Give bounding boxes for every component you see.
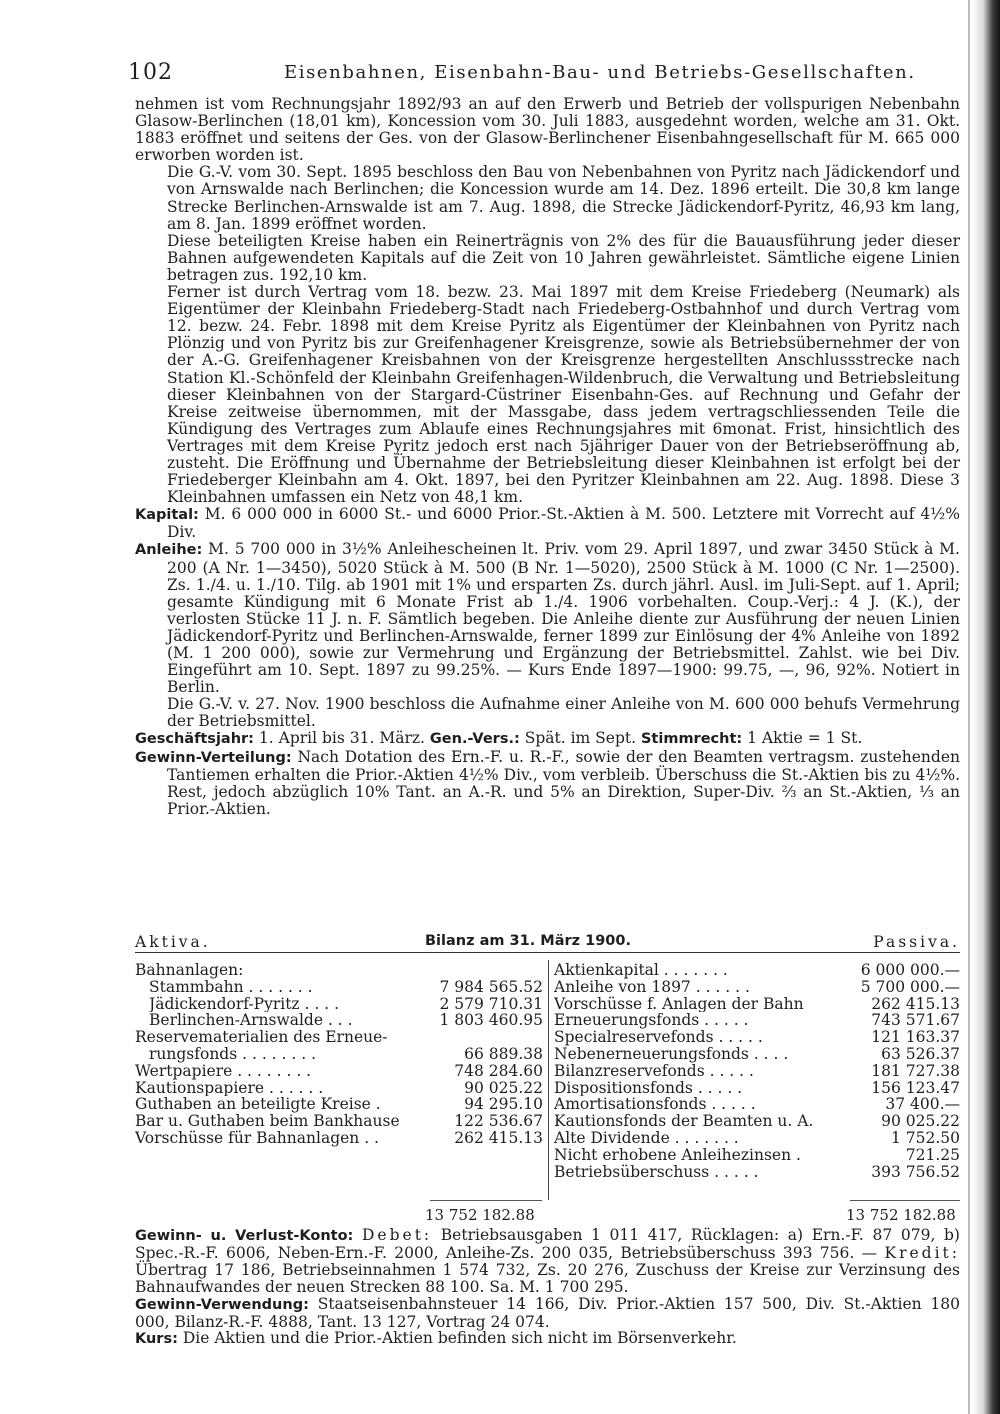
passiva-amount: 63 526.37: [881, 1044, 960, 1063]
anleihe-text: M. 5 700 000 in 3½% Anleihescheinen lt. Priv. vom 29. April 1897, und zwar 3450 Stück à M. 200 (A Nr. 1—3450), 5020 Stück à M. 500 (B Nr. 1—5020), 2500 Stück à M. 1000 (C Nr. 1—2500). Zs. 1./4. u. 1./10. Tilg. ab 1901 mit 1% und ersparten Zs. durch jährl. Ausl. im Juli-Sept. auf 1. April; gesamte Kündigung mit 6 Monate Frist ab 1./4. 1906 vorbehalten. Coup.-Verj.: 4 J. (K.), der verlosten Stücke 11 J. n. F. Sämtlich begeben. Die Anleihe diente zur Ausführung der neuen Linien Jädickendorf-Pyritz und Berlinchen-Arnswalde, ferner 1899 zur Einlösung der 4% Anleihe von 1892 (M. 1 200 000), sowie zur Vermehrung und Ergänzung der Betriebsmittel. Zahlst. wie bei Div. Eingeführt am 10. Sept. 1897 zu 99.25%. — Kurs Ende 1897—1900: 99.75, —, 96, 92%. Notiert in Berlin.: [167, 540, 960, 697]
table-row: [554, 1113, 960, 1130]
guv-label: Gewinn- u. Verlust-Konto:: [135, 1228, 354, 1244]
aktiva-amount: 66 889.38: [464, 1044, 543, 1063]
kurs-label: Kurs:: [135, 1331, 178, 1348]
kapital-text: M. 6 000 000 in 6000 St.- und 6000 Prior.-St.-Aktien à M. 500. Letztere mit Vorrecht auf 4½% Div.: [167, 505, 960, 542]
passiva-label: Dispositionsfonds . . . . .: [554, 1079, 743, 1097]
passiva-label: Betriebsüberschuss . . . . .: [554, 1163, 759, 1181]
kurs-entry: [135, 1330, 960, 1348]
table-row: [135, 1029, 543, 1046]
guv-text-b: Übertrag 17 186, Betriebseinnahmen 1 574 732, Zs. 20 276, Zuschuss der Kreise zur Verzinsung des Bahnaufwandes der neuen Strecken 88 100. Sa. M. 1 700 295.: [135, 1260, 960, 1296]
aktiva-label: Guthaben an beteiligte Kreise .: [135, 1096, 381, 1114]
table-row: [135, 962, 543, 979]
closing-section: [135, 1227, 960, 1348]
aktiva-label: Vorschüsse für Bahnanlagen . .: [135, 1129, 379, 1147]
aktiva-label: Reservematerialien des Erneue-: [135, 1029, 388, 1046]
passiva-sum-rule: [850, 1200, 960, 1201]
aktiva-amount: 7 984 565.52: [439, 977, 543, 996]
passiva-amount: 393 756.52: [871, 1162, 960, 1181]
verw-label: Gewinn-Verwendung:: [135, 1296, 309, 1313]
table-row: [135, 1012, 543, 1029]
guv-kredit-word: Kredit:: [884, 1243, 960, 1262]
paragraph-4: Ferner ist durch Vertrag vom 18. bezw. 23. Mai 1897 mit dem Kreise Friedeberg (Neumark) als Eigentümer der Kleinbahn Friedeberg-Stadt nach Friedeberg-Ostbahnhof und durch Vertrag vom 12. bezw. 24. Febr. 1898 mit dem Kreise Pyritz als Eigentümer der Kleinbahnen von Pyritz nach Plönzig und von Pyritz bis zur Greifenhagener Kreisgrenze, sowie als Betriebsübernehmer der von der A.-G. Greifenhagener Kreisbahnen von der Kreisgrenze hergestellten Anschlussstrecke nach Station Kl.-Schönfeld der Kleinbahn Greifenhagen-Wildenbruch, die Verwaltung und Betriebsleitung dieser Kleinbahnen von der Stargard-Cüstriner Eisenbahn-Ges. auf Rechnung und Gefahr der Kreise zeitweise übernommen, mit der Massgabe, dass jedem vertragschliessenden Teile die Kündigung des Vertrages zum Ablaufe eines Rechnungsjahres mit 6monat. Frist, hinsichtlich des Vertrages mit dem Kreise Pyritz jedoch erst nach 5jähriger Dauer von der Betriebseröffnung ab, zusteht. Die Eröffnung und Übernahme der Betriebsleitung dieser Kleinbahnen ist erfolgt bei der Friedeberger Kleinbahn am 4. Okt. 1897, bei den Pyritzer Kleinbahnen am 22. Aug. 1898. Diese 3 Kleinbahnen umfassen ein Netz von 48,1 km.: [167, 283, 960, 507]
aktiva-amount: 90 025.22: [464, 1078, 543, 1097]
passiva-label: Alte Dividende . . . . . . .: [554, 1129, 739, 1147]
geschaeftsjahr-line: [135, 730, 960, 748]
passiva-amount: 5 700 000.—: [860, 977, 960, 996]
anleihe-note: Die G.-V. v. 27. Nov. 1900 beschloss die Aufnahme einer Anleihe von M. 600 000 behufs Vermehrung der Betriebsmittel.: [167, 695, 960, 731]
passiva-label: Specialreservefonds . . . . .: [554, 1029, 763, 1046]
table-row: [554, 979, 960, 996]
aktiva-amount: 1 803 460.95: [439, 1011, 543, 1030]
aktiva-label: Kautionspapiere . . . . . .: [135, 1079, 324, 1097]
aktiva-amount: 748 284.60: [454, 1061, 543, 1080]
passiva-label: Passiva.: [873, 933, 960, 951]
main-text: [135, 96, 960, 818]
passiva-total: 13 752 182.88: [846, 1206, 956, 1224]
table-row: [554, 1029, 960, 1046]
stimm-text: 1 Aktie = 1 St.: [747, 729, 863, 748]
running-title: Eisenbahnen, Eisenbahn-Bau- und Betriebs-Gesellschaften.: [284, 62, 916, 83]
balance-divider: [548, 960, 549, 1200]
paragraph-2: Die G.-V. vom 30. Sept. 1895 beschloss den Bau von Nebenbahnen von Pyritz nach Jädickendorf und von Arnswalde nach Berlinchen; die Koncession wurde am 14. Dez. 1896 erteilt. Die 30,8 km lange Strecke Berlinchen-Arnswalde ist am 7. Aug. 1898, die Strecke Jädickendorf-Pyritz, 46,93 km lang, am 8. Jan. 1899 eröffnet worden.: [167, 163, 960, 233]
aktiva-label: Berlinchen-Arnswalde . . .: [149, 1012, 353, 1030]
passiva-column: [554, 962, 960, 1180]
table-row: [135, 979, 543, 996]
aktiva-label: Bahnanlagen:: [135, 962, 244, 979]
stimm-label: Stimmrecht:: [640, 731, 743, 748]
table-row: [135, 1113, 543, 1130]
passiva-label: Nebenerneuerungsfonds . . . .: [554, 1045, 789, 1063]
aktiva-label: Aktiva.: [135, 933, 211, 951]
aktiva-label: Jädickendorf-Pyritz . . . .: [149, 995, 340, 1013]
balance-rule: [135, 952, 960, 953]
table-row: [135, 1063, 543, 1080]
paragraph-3: Diese beteiligten Kreise haben ein Reinerträgnis von 2% des für die Bauausführung jeder dieser Bahnen aufgewendeten Kapitals auf die Zeit von 10 Jahren gewährleistet. Sämtliche eigene Linien betragen zus. 192,10 km.: [167, 231, 960, 284]
kurs-text: Die Aktien und die Prior.-Aktien befinden sich nicht im Börsenverkehr.: [182, 1329, 737, 1348]
aktiva-label: rungsfonds . . . . . . . .: [149, 1045, 317, 1063]
gj-text: 1. April bis 31. März.: [258, 729, 425, 748]
aktiva-amount: 122 536.67: [454, 1112, 543, 1131]
table-row: [135, 1080, 543, 1097]
table-row: [554, 1063, 960, 1080]
passiva-amount: 721.25: [905, 1145, 960, 1164]
kapital-label: Kapital:: [135, 507, 199, 524]
passiva-amount: 743 571.67: [871, 1011, 960, 1030]
balance-header: [135, 933, 960, 953]
gj-label: Geschäftsjahr:: [135, 731, 254, 748]
table-row: [554, 1096, 960, 1113]
anleihe-entry: [135, 541, 960, 696]
paragraph-1: nehmen ist vom Rechnungsjahr 1892/93 an auf den Erwerb und Betrieb der vollspurigen Nebenbahn Glasow-Berlinchen (18,01 km), Koncession vom 30. Juli 1883, ausgedehnt worden, welche am 31. Okt. 1883 eröffnet und seitens der Ges. von der Glasow-Berlinchener Eisenbahngesellschaft für M. 665 000 erworben worden ist.: [135, 95, 960, 165]
aktiva-amount: [451, 962, 543, 979]
aktiva-column: [135, 962, 543, 1147]
table-row: [554, 996, 960, 1013]
gewinn-verwendung-entry: [135, 1296, 960, 1331]
aktiva-amount: [451, 1029, 543, 1046]
passiva-label: Vorschüsse f. Anlagen der Bahn: [554, 995, 804, 1013]
table-row: [135, 1046, 543, 1063]
aktiva-sum-rule: [430, 1200, 542, 1201]
guv-text-a: Betriebsausgaben 1 011 417, Rücklagen: a) Ern.-F. 87 079, b) Spec.-R.-F. 6006, Neben-Ern.-F. 2000, Anleihe-Zs. 200 035, Betriebsüberschuss 393 756. —: [135, 1226, 960, 1262]
passiva-label: Amortisationsfonds . . . . .: [554, 1096, 756, 1114]
passiva-label: Erneuerungsfonds . . . . .: [554, 1012, 749, 1030]
anleihe-label: Anleihe:: [135, 542, 203, 559]
aktiva-total: 13 752 182.88: [425, 1206, 535, 1224]
table-row: [554, 1080, 960, 1097]
passiva-amount: 1 752.50: [890, 1128, 960, 1147]
passiva-label: Nicht erhobene Anleihezinsen .: [554, 1146, 801, 1164]
balance-title: Bilanz am 31. März 1900.: [425, 933, 631, 949]
guv-debet-word: Debet:: [362, 1226, 433, 1244]
gewinn-verteilung-entry: [135, 749, 960, 818]
passiva-label: Kautionsfonds der Beamten u. A.: [554, 1113, 814, 1130]
gv-text: Spät. im Sept.: [524, 729, 637, 748]
aktiva-amount: 2 579 710.31: [439, 994, 543, 1013]
passiva-amount: 6 000 000.—: [860, 961, 960, 979]
passiva-amount: 181 727.38: [871, 1061, 960, 1080]
passiva-label: Bilanzreservefonds . . . . .: [554, 1062, 754, 1080]
gewinn-text: Nach Dotation des Ern.-F. u. R.-F., sowie der den Beamten vertragsm. zustehenden Tantiemen erhalten die Prior.-Aktien 4½% Div., vom verbleib. Überschuss die St.-Aktien bis zu 4½%. Rest, jedoch abzüglich 10% Tant. an A.-R. und 5% an Direktion, Super-Div. ⅔ an St.-Aktien, ⅓ an Prior.-Aktien.: [167, 747, 960, 818]
table-row: [554, 962, 960, 979]
table-row: [135, 996, 543, 1013]
aktiva-label: Wertpapiere . . . . . . . .: [135, 1062, 312, 1080]
page-edge-line: [968, 0, 970, 1414]
gv-label: Gen.-Vers.:: [429, 731, 520, 748]
table-row: [554, 1147, 960, 1164]
passiva-label: Aktienkapital . . . . . . .: [554, 962, 728, 979]
passiva-amount: 121 163.37: [871, 1028, 960, 1047]
passiva-amount: 156 123.47: [871, 1078, 960, 1097]
page-number: 102: [128, 60, 173, 85]
aktiva-label: Bar u. Guthaben beim Bankhause: [135, 1113, 400, 1130]
table-row: [554, 1046, 960, 1063]
table-row: [554, 1012, 960, 1029]
aktiva-amount: 94 295.10: [464, 1095, 543, 1114]
passiva-amount: 37 400.—: [885, 1095, 960, 1114]
guv-entry: [135, 1227, 960, 1296]
table-row: [554, 1130, 960, 1147]
passiva-amount: 90 025.22: [881, 1112, 960, 1131]
kapital-entry: [135, 506, 960, 541]
table-row: [135, 1096, 543, 1113]
aktiva-label: Stammbahn . . . . . . .: [149, 978, 313, 996]
verw-text: Staatseisenbahnsteuer 14 166, Div. Prior.-Aktien 157 500, Div. St.-Aktien 180 000, Bilanz-R.-F. 4888, Tant. 13 127, Vortrag 24 074.: [135, 1294, 960, 1331]
passiva-label: Anleihe von 1897 . . . . . .: [554, 978, 750, 996]
table-row: [554, 1164, 960, 1181]
gewinn-label: Gewinn-Verteilung:: [135, 749, 292, 766]
table-row: [135, 1130, 543, 1147]
passiva-amount: 262 415.13: [871, 994, 960, 1013]
page-edge-shadow: [972, 0, 1000, 1414]
aktiva-amount: 262 415.13: [454, 1128, 543, 1147]
